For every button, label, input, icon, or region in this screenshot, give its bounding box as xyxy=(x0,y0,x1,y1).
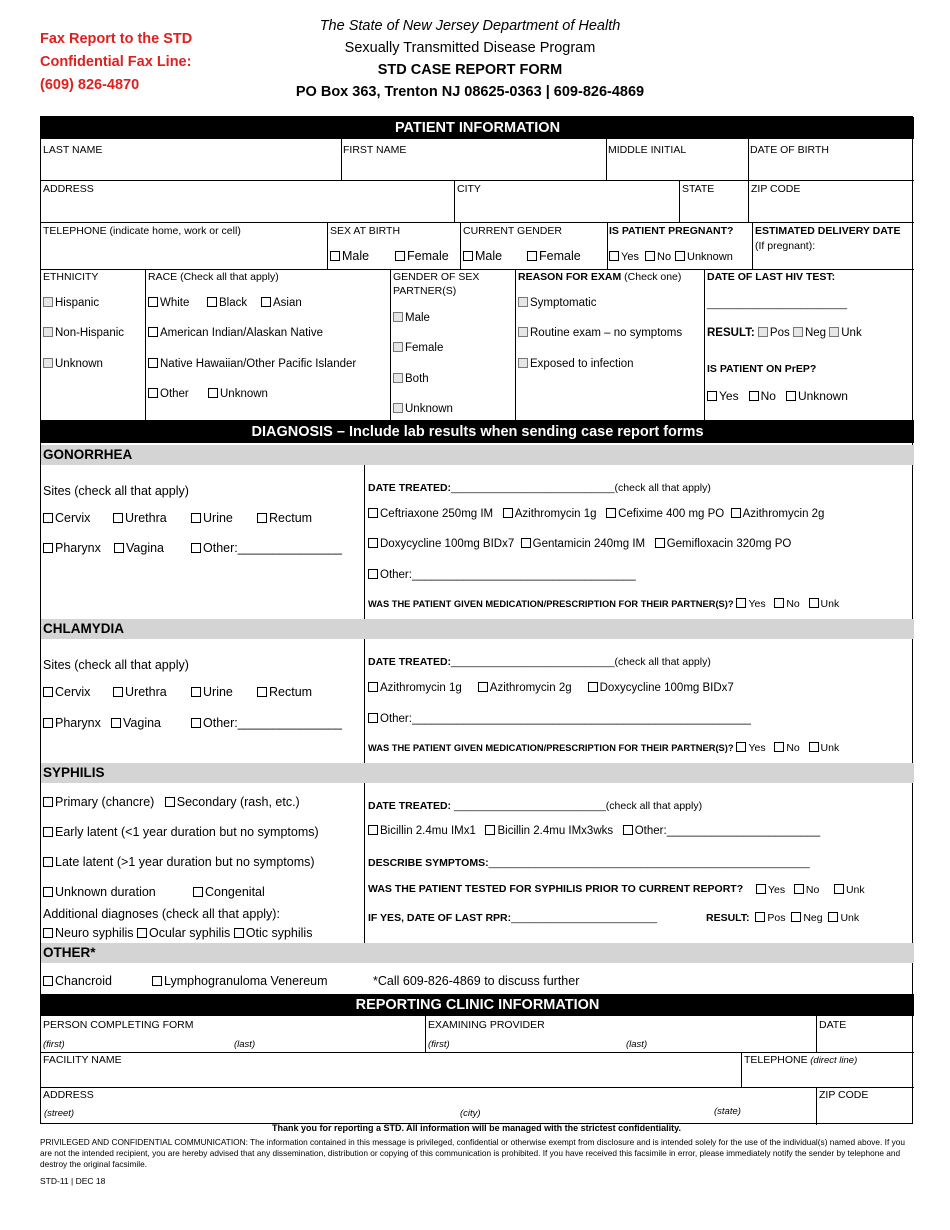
checkbox-icon[interactable] xyxy=(207,297,217,307)
syph-primary-secondary: Primary (chancre) Secondary (rash, etc.) xyxy=(43,795,300,809)
fax-notice xyxy=(40,28,220,97)
checkbox-icon[interactable] xyxy=(786,391,796,401)
checkbox-icon[interactable] xyxy=(606,508,616,518)
address-city: (city) xyxy=(460,1108,481,1119)
prep-options: Yes No Unknown xyxy=(707,389,848,403)
checkbox-icon[interactable] xyxy=(368,508,378,518)
preg-no[interactable]: No xyxy=(645,251,671,263)
checkbox-icon[interactable] xyxy=(148,358,158,368)
gon-site-rectum[interactable]: Rectum xyxy=(257,511,312,525)
last-hiv-label: DATE OF LAST HIV TEST: xyxy=(707,271,836,283)
checkbox-icon[interactable] xyxy=(793,327,803,337)
race-label: RACE (Check all that apply) xyxy=(148,271,279,283)
cg-female[interactable]: Female xyxy=(527,249,581,263)
address-field[interactable]: ADDRESS xyxy=(43,183,94,195)
provider-first: (first) xyxy=(428,1039,450,1050)
chl-site-urine[interactable]: Urine xyxy=(191,685,233,699)
reason-routine[interactable]: Routine exam – no symptoms xyxy=(518,327,682,339)
gon-site-cervix[interactable]: Cervix xyxy=(43,511,90,525)
fax-line-1: Fax Report to the STD xyxy=(40,31,193,47)
checkbox-icon[interactable] xyxy=(736,598,746,608)
gon-sites-label: Sites (check all that apply) xyxy=(43,484,189,498)
checkbox-icon[interactable] xyxy=(588,682,598,692)
gon-site-other[interactable]: Other:_______________ xyxy=(191,541,342,555)
fax-line-2: Confidential Fax Line: xyxy=(40,54,192,70)
syph-meds: Bicillin 2.4mu IMx1 Bicillin 2.4mu IMx3wks Other:________________________ xyxy=(368,825,820,837)
checkbox-icon[interactable] xyxy=(834,884,844,894)
race-black[interactable]: Black xyxy=(207,297,247,309)
checkbox-icon[interactable] xyxy=(330,251,340,261)
if-pregnant-label: (If pregnant): xyxy=(755,240,816,252)
checkbox-icon[interactable] xyxy=(43,718,53,728)
gon-site-pharynx[interactable]: Pharynx xyxy=(43,541,101,555)
checkbox-icon[interactable] xyxy=(521,538,531,548)
checkbox-icon[interactable] xyxy=(43,327,53,337)
privileged-notice: PRIVILEGED AND CONFIDENTIAL COMMUNICATION: The information contained in this message is privileged, confidential or otherwise exempt from disclosure and is intended solely for the use of the individual(s) named above. If you are not the intended recipient, you are hereby advised that any dissemination, distribution or copying of this communication is prohibited. If you have received this facsimile in error, please immediately notify the sender by telephone and destroy the original facsimile. xyxy=(40,1137,905,1169)
checkbox-icon[interactable] xyxy=(774,742,784,752)
checkbox-icon[interactable] xyxy=(234,928,244,938)
clinic-header: REPORTING CLINIC INFORMATION xyxy=(41,994,914,1016)
syph-early-latent[interactable]: Early latent (<1 year duration but no symptoms) xyxy=(43,825,319,839)
checkbox-icon[interactable] xyxy=(478,682,488,692)
syph-tested-prior-label: WAS THE PATIENT TESTED FOR SYPHILIS PRIOR TO CURRENT REPORT? xyxy=(368,883,744,895)
other-call-note: *Call 609-826-4869 to discuss further xyxy=(373,974,580,988)
checkbox-icon[interactable] xyxy=(758,327,768,337)
checkbox-icon[interactable] xyxy=(623,825,633,835)
checkbox-icon[interactable] xyxy=(148,388,158,398)
chl-site-rectum[interactable]: Rectum xyxy=(257,685,312,699)
chl-sites-label: Sites (check all that apply) xyxy=(43,658,189,672)
checkbox-icon[interactable] xyxy=(707,391,717,401)
checkbox-icon[interactable] xyxy=(395,251,405,261)
syphilis-title: SYPHILIS xyxy=(41,763,914,783)
checkbox-icon[interactable] xyxy=(393,312,403,322)
pregnant-label: IS PATIENT PREGNANT? xyxy=(609,225,734,237)
first-name-field[interactable]: FIRST NAME xyxy=(343,144,407,156)
syph-date-treated[interactable]: DATE TREATED: __________________________(check all that apply) xyxy=(368,800,703,812)
preg-yes[interactable]: Yes xyxy=(609,251,639,263)
checkbox-icon[interactable] xyxy=(43,928,53,938)
checkbox-icon[interactable] xyxy=(191,718,201,728)
checkbox-icon[interactable] xyxy=(368,825,378,835)
reason-exam-label: REASON FOR EXAM (Check one) xyxy=(518,271,682,283)
chl-partner-question: WAS THE PATIENT GIVEN MEDICATION/PRESCRIPTION FOR THEIR PARTNER(S)? Yes No Unk xyxy=(368,742,840,754)
checkbox-icon[interactable] xyxy=(191,513,201,523)
telephone-field[interactable]: TELEPHONE (indicate home, work or cell) xyxy=(43,225,241,237)
syph-last-rpr[interactable]: IF YES, DATE OF LAST RPR:_________________________ xyxy=(368,912,658,924)
race-other[interactable]: Other xyxy=(148,388,189,400)
gon-med-other[interactable]: Other:___________________________________ xyxy=(368,569,636,581)
syph-congenital[interactable]: Congenital xyxy=(193,885,265,899)
address-state: (state) xyxy=(714,1106,741,1117)
checkbox-icon[interactable] xyxy=(645,251,655,261)
eth-non-hispanic[interactable]: Non-Hispanic xyxy=(43,327,124,339)
checkbox-icon[interactable] xyxy=(261,297,271,307)
other-lgv[interactable]: Lymphogranuloma Venereum xyxy=(152,974,328,988)
program-name: Sexually Transmitted Disease Program xyxy=(344,40,596,56)
partner-female[interactable]: Female xyxy=(393,342,443,354)
person-first: (first) xyxy=(43,1039,65,1050)
gender-partner-label: GENDER OF SEX xyxy=(393,271,480,283)
race-hawaiian[interactable]: Native Hawaiian/Other Pacific Islander xyxy=(148,358,356,370)
middle-initial-field[interactable]: MIDDLE INITIAL xyxy=(608,144,687,156)
person-completing-field[interactable]: PERSON COMPLETING FORM xyxy=(43,1019,194,1031)
checkbox-icon[interactable] xyxy=(368,538,378,548)
examining-provider-field[interactable]: EXAMINING PROVIDER xyxy=(428,1019,545,1031)
syph-late-latent[interactable]: Late latent (>1 year duration but no symptoms) xyxy=(43,855,315,869)
gon-meds-row-2: Doxycycline 100mg BIDx7 Gentamicin 240mg IM Gemifloxacin 320mg PO xyxy=(368,538,791,550)
checkbox-icon[interactable] xyxy=(809,742,819,752)
chl-site-cervix[interactable]: Cervix xyxy=(43,685,90,699)
checkbox-icon[interactable] xyxy=(191,543,201,553)
address-street: (street) xyxy=(44,1108,75,1119)
thanks-note: Thank you for reporting a STD. All information will be managed with the strictest confidentiality. xyxy=(271,1123,682,1133)
checkbox-icon[interactable] xyxy=(756,884,766,894)
syph-additional-options: Neuro syphilis Ocular syphilis Otic syphilis xyxy=(43,926,312,940)
checkbox-icon[interactable] xyxy=(393,342,403,352)
checkbox-icon[interactable] xyxy=(809,598,819,608)
dob-field[interactable]: DATE OF BIRTH xyxy=(750,144,829,156)
checkbox-icon[interactable] xyxy=(43,297,53,307)
checkbox-icon[interactable] xyxy=(113,513,123,523)
checkbox-icon[interactable] xyxy=(368,682,378,692)
checkbox-icon[interactable] xyxy=(43,887,53,897)
race-asian[interactable]: Asian xyxy=(261,297,302,309)
checkbox-icon[interactable] xyxy=(368,713,378,723)
checkbox-icon[interactable] xyxy=(43,358,53,368)
last-hiv-date-field[interactable]: ________________________ xyxy=(707,298,848,310)
partner-unknown[interactable]: Unknown xyxy=(393,403,453,415)
sab-female[interactable]: Female xyxy=(395,249,449,263)
checkbox-icon[interactable] xyxy=(518,358,528,368)
gender-partner-label-2: PARTNER(S) xyxy=(393,285,457,297)
checkbox-icon[interactable] xyxy=(393,403,403,413)
checkbox-icon[interactable] xyxy=(148,297,158,307)
checkbox-icon[interactable] xyxy=(675,251,685,261)
eth-unknown[interactable]: Unknown xyxy=(43,358,103,370)
checkbox-icon[interactable] xyxy=(518,297,528,307)
clinic-zip-field[interactable]: ZIP CODE xyxy=(819,1089,869,1101)
chl-site-vagina[interactable]: Vagina xyxy=(111,716,161,730)
fax-number: (609) 826-4870 xyxy=(40,77,140,93)
gon-date-treated[interactable]: DATE TREATED:____________________________(check all that apply) xyxy=(368,482,711,494)
ethnicity-label: ETHNICITY xyxy=(43,271,99,283)
cg-male[interactable]: Male xyxy=(463,249,502,263)
checkbox-icon[interactable] xyxy=(736,742,746,752)
sab-male[interactable]: Male xyxy=(330,249,369,263)
reason-exposed[interactable]: Exposed to infection xyxy=(518,358,634,370)
checkbox-icon[interactable] xyxy=(257,513,267,523)
checkbox-icon[interactable] xyxy=(755,912,765,922)
gon-site-urethra[interactable]: Urethra xyxy=(113,511,167,525)
date-field[interactable]: DATE xyxy=(819,1019,847,1031)
chlamydia-title: CHLAMYDIA xyxy=(41,619,914,639)
gon-site-vagina[interactable]: Vagina xyxy=(114,541,164,555)
checkbox-icon[interactable] xyxy=(43,543,53,553)
other-chancroid[interactable]: Chancroid xyxy=(43,974,112,988)
hiv-result: RESULT: Pos Neg Unk xyxy=(707,327,862,339)
preg-unknown[interactable]: Unknown xyxy=(675,251,733,263)
checkbox-icon[interactable] xyxy=(152,976,162,986)
state-field[interactable]: STATE xyxy=(682,183,715,195)
diagnosis-header: DIAGNOSIS – Include lab results when sending case report forms xyxy=(41,421,914,443)
chl-date-treated[interactable]: DATE TREATED:____________________________(check all that apply) xyxy=(368,656,711,668)
checkbox-icon[interactable] xyxy=(257,687,267,697)
checkbox-icon[interactable] xyxy=(43,827,53,837)
current-gender-label: CURRENT GENDER xyxy=(463,225,562,237)
checkbox-icon[interactable] xyxy=(165,797,175,807)
syph-tested-options: Yes No Unk xyxy=(756,884,865,896)
case-report-form xyxy=(40,116,913,1124)
other-title: OTHER* xyxy=(41,943,914,963)
clinic-address-field[interactable]: ADDRESS xyxy=(43,1089,94,1101)
checkbox-icon[interactable] xyxy=(393,373,403,383)
checkbox-icon[interactable] xyxy=(43,797,53,807)
form-id: STD-11 | DEC 18 xyxy=(40,1176,106,1186)
zip-field[interactable]: ZIP CODE xyxy=(751,183,801,195)
chl-site-urethra[interactable]: Urethra xyxy=(113,685,167,699)
last-name-field[interactable]: LAST NAME xyxy=(43,144,103,156)
sex-at-birth-label: SEX AT BIRTH xyxy=(330,225,401,237)
gon-partner-question: WAS THE PATIENT GIVEN MEDICATION/PRESCRIPTION FOR THEIR PARTNER(S)? Yes No Unk xyxy=(368,598,840,610)
syph-rpr-result: RESULT: Pos Neg Unk xyxy=(706,912,860,924)
gon-site-urine[interactable]: Urine xyxy=(191,511,233,525)
chl-meds-row-1: Azithromycin 1g Azithromycin 2g Doxycycline 100mg BIDx7 xyxy=(368,682,734,694)
gon-meds-row-1: Ceftriaxone 250mg IM Azithromycin 1g Cefixime 400 mg PO Azithromycin 2g xyxy=(368,508,824,520)
patient-info-header: PATIENT INFORMATION xyxy=(41,117,914,139)
checkbox-icon[interactable] xyxy=(193,887,203,897)
checkbox-icon[interactable] xyxy=(518,327,528,337)
chl-site-pharynx[interactable]: Pharynx xyxy=(43,716,101,730)
checkbox-icon[interactable] xyxy=(191,687,201,697)
checkbox-icon[interactable] xyxy=(111,718,121,728)
race-american-indian[interactable]: American Indian/Alaskan Native xyxy=(148,327,323,339)
checkbox-icon[interactable] xyxy=(463,251,473,261)
checkbox-icon[interactable] xyxy=(208,388,218,398)
checkbox-icon[interactable] xyxy=(774,598,784,608)
person-last: (last) xyxy=(234,1039,256,1050)
checkbox-icon[interactable] xyxy=(43,976,53,986)
reason-symptomatic[interactable]: Symptomatic xyxy=(518,297,596,309)
checkbox-icon[interactable] xyxy=(368,569,378,579)
checkbox-icon[interactable] xyxy=(43,513,53,523)
syph-additional-label: Additional diagnoses (check all that apply): xyxy=(43,907,280,921)
partner-both[interactable]: Both xyxy=(393,373,429,385)
race-unknown[interactable]: Unknown xyxy=(208,388,268,400)
clinic-telephone-field[interactable]: TELEPHONE (direct line) xyxy=(744,1054,858,1066)
syph-unknown-duration[interactable]: Unknown duration xyxy=(43,885,156,899)
prep-label: IS PATIENT ON PrEP? xyxy=(707,363,817,375)
checkbox-icon[interactable] xyxy=(791,912,801,922)
checkbox-icon[interactable] xyxy=(749,391,759,401)
race-white[interactable]: White xyxy=(148,297,189,309)
partner-male[interactable]: Male xyxy=(393,312,430,324)
gonorrhea-title: GONORRHEA xyxy=(41,445,914,465)
facility-name-field[interactable]: FACILITY NAME xyxy=(43,1054,122,1066)
eth-hispanic[interactable]: Hispanic xyxy=(43,297,99,309)
checkbox-icon[interactable] xyxy=(137,928,147,938)
chl-med-other[interactable]: Other:_____________________________________________________ xyxy=(368,713,751,725)
checkbox-icon[interactable] xyxy=(43,687,53,697)
checkbox-icon[interactable] xyxy=(148,327,158,337)
dept-name: The State of New Jersey Department of Health xyxy=(319,18,621,34)
checkbox-icon[interactable] xyxy=(485,825,495,835)
checkbox-icon[interactable] xyxy=(829,327,839,337)
syph-describe-symptoms[interactable]: DESCRIBE SYMPTOMS:_______________________________________________________ xyxy=(368,857,810,869)
checkbox-icon[interactable] xyxy=(527,251,537,261)
est-delivery-label: ESTIMATED DELIVERY DATE xyxy=(755,225,901,237)
checkbox-icon[interactable] xyxy=(828,912,838,922)
checkbox-icon[interactable] xyxy=(655,538,665,548)
form-address: PO Box 363, Trenton NJ 08625-0363 | 609-826-4869 xyxy=(295,84,645,100)
checkbox-icon[interactable] xyxy=(114,543,124,553)
provider-last: (last) xyxy=(626,1039,648,1050)
checkbox-icon[interactable] xyxy=(503,508,513,518)
checkbox-icon[interactable] xyxy=(731,508,741,518)
checkbox-icon[interactable] xyxy=(113,687,123,697)
chl-site-other[interactable]: Other:_______________ xyxy=(191,716,342,730)
checkbox-icon[interactable] xyxy=(609,251,619,261)
form-title: STD CASE REPORT FORM xyxy=(377,62,563,78)
checkbox-icon[interactable] xyxy=(794,884,804,894)
checkbox-icon[interactable] xyxy=(43,857,53,867)
city-field[interactable]: CITY xyxy=(457,183,481,195)
